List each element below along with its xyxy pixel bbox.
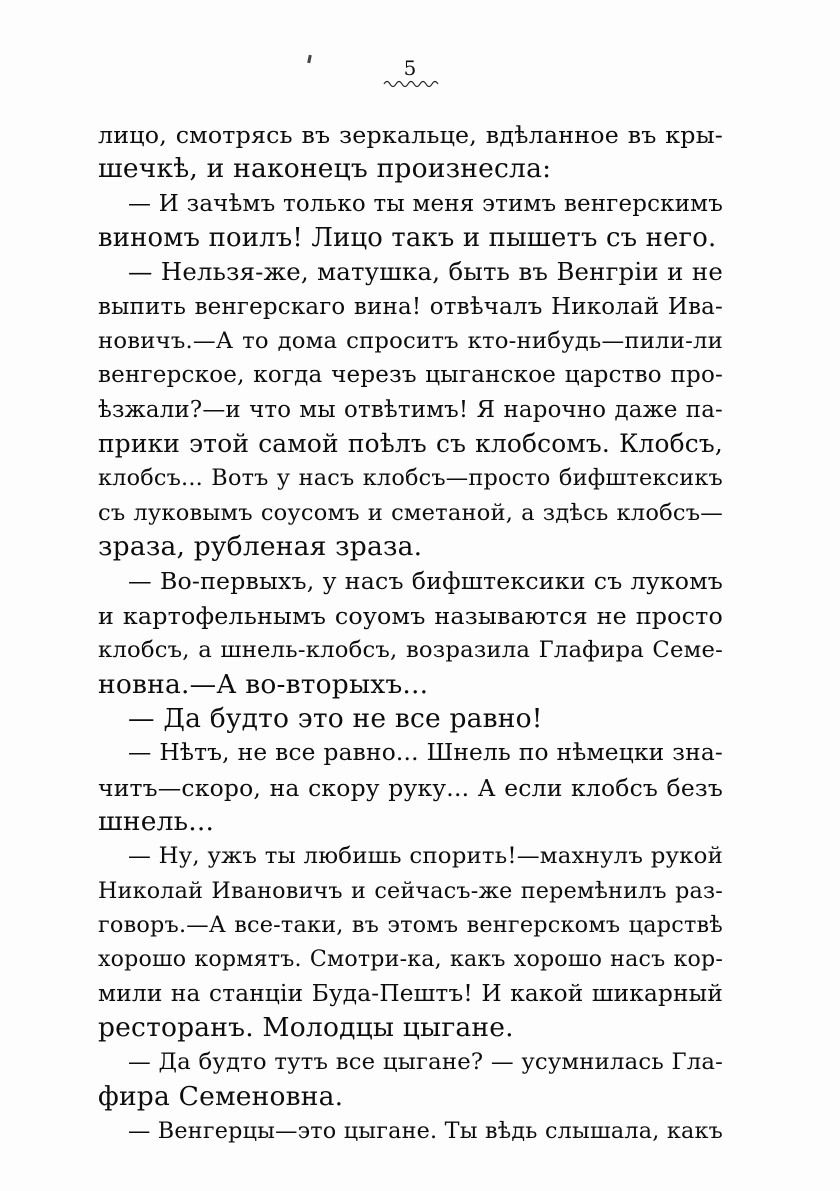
text-line: зраза, рубленая зраза. bbox=[98, 531, 423, 563]
text-line: шнель... bbox=[98, 805, 215, 837]
text-line: — Нельзя-же, матушка, быть въ Венгріи и не bbox=[128, 257, 723, 287]
text-line: выпить венгерскаго вина! отвѣчалъ Николай Ива- bbox=[98, 293, 723, 320]
text-line: — Да будто тутъ все цыгане? — усумнилась Гла- bbox=[128, 1049, 723, 1076]
text-line: клобсъ... Вотъ у насъ клобсъ—просто бифштексикъ bbox=[98, 465, 723, 492]
text-line: — И зачѣмъ только ты меня этимъ венгерскимъ bbox=[128, 190, 723, 217]
text-line: ресторанъ. Молодцы цыгане. bbox=[98, 1011, 514, 1043]
text-line: новна.—А во-вторыхъ... bbox=[98, 668, 429, 700]
text-line: — Венгерцы—это цыгане. Ты вѣдь слышала, какъ bbox=[128, 1117, 723, 1144]
page-number: 5 bbox=[403, 56, 417, 80]
page-body-text bbox=[98, 118, 723, 1148]
text-line: читъ—скоро, на скору руку... А если клобсъ безъ bbox=[98, 773, 723, 802]
text-line: шечкѣ, и наконецъ произнесла: bbox=[98, 153, 552, 185]
text-line: новичъ.—А то дома спроситъ кто-нибудь—пили-ли bbox=[98, 328, 723, 355]
text-line: — Во-первыхъ, у насъ бифштексики съ лукомъ bbox=[128, 567, 723, 596]
text-line: — Ну, ужъ ты любишь спорить!—махнулъ рукой bbox=[128, 843, 723, 870]
stray-ink-mark bbox=[307, 55, 312, 63]
text-line: венгерское, когда черезъ цыганское царство про- bbox=[98, 362, 723, 389]
text-line: мили на станціи Буда-Пештъ! И какой шикарный bbox=[98, 979, 723, 1007]
text-line: виномъ поилъ! Лицо такъ и пышетъ съ него. bbox=[98, 223, 717, 254]
text-line: прики этой самой поѣлъ съ клобсомъ. Клобсъ, bbox=[98, 429, 723, 459]
text-line: клобсъ, а шнель-клобсъ, возразила Глафира Семе- bbox=[98, 637, 723, 664]
text-line: ѣзжали?—и что мы отвѣтимъ! Я нарочно даже па- bbox=[98, 396, 723, 423]
text-line: — Нѣтъ, не все равно... Шнель по нѣмецки зна- bbox=[128, 739, 723, 767]
text-line: говоръ.—А все-таки, въ этомъ венгерскомъ царствѣ bbox=[98, 911, 723, 938]
text-line: — Да будто это не все равно! bbox=[128, 702, 543, 734]
text-line: фира Семеновна. bbox=[98, 1080, 344, 1112]
text-line: Николай Ивановичъ и сейчасъ-же перемѣнилъ раз- bbox=[98, 877, 723, 904]
text-line: и картофельнымъ соуомъ называются не просто bbox=[98, 601, 723, 630]
text-line: лицо, смотрясь въ зеркальце, вдѣланное въ кры- bbox=[98, 121, 723, 149]
text-line: съ луковымъ соусомъ и сметаной, а здѣсь клобсъ— bbox=[98, 499, 723, 526]
text-line: хорошо кормятъ. Смотри-ка, какъ хорошо насъ кор- bbox=[98, 946, 723, 973]
page-number-ornament-icon bbox=[383, 78, 439, 90]
